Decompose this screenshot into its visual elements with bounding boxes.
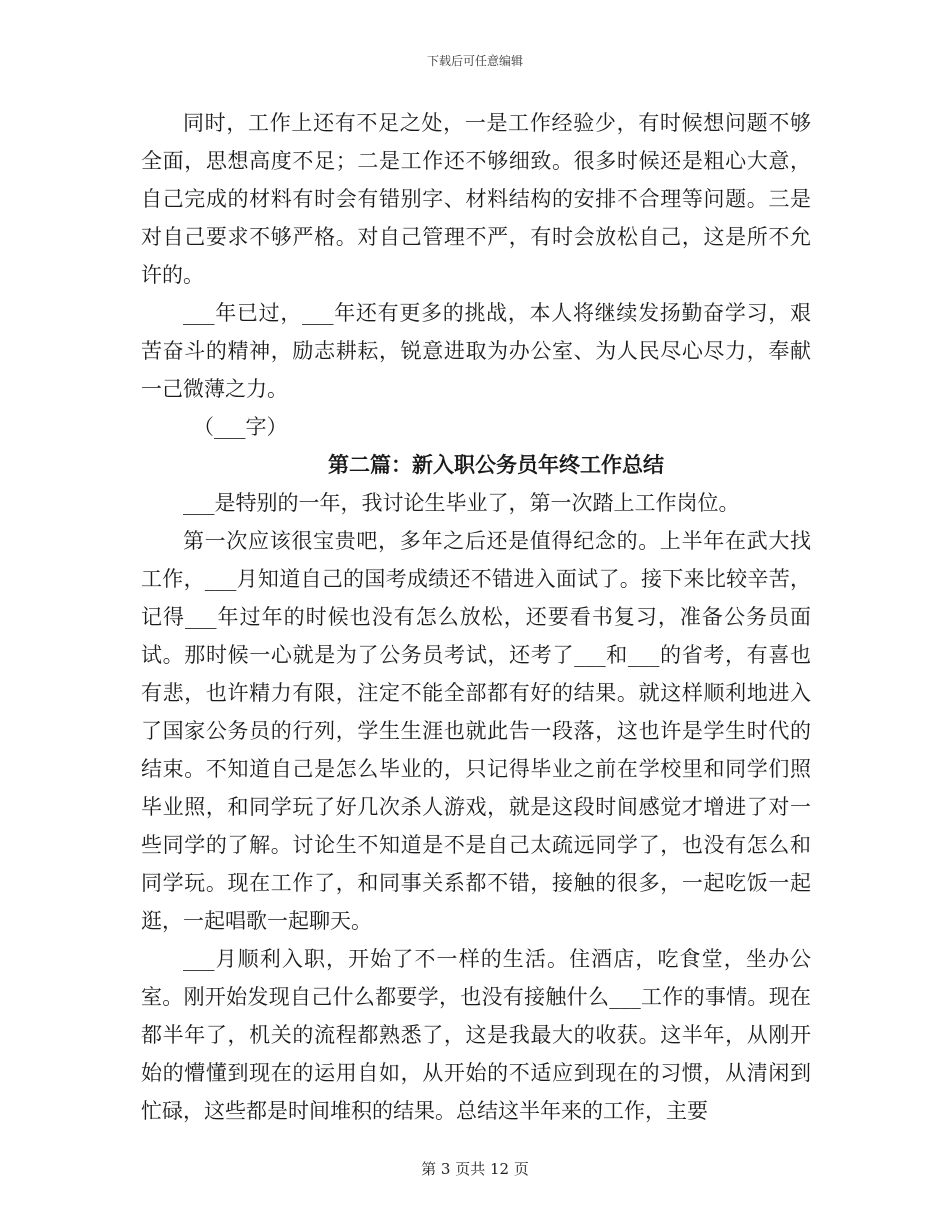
document-body xyxy=(141,104,811,1130)
section-title: 第二篇：新入职公务员年终工作总结 xyxy=(328,452,664,477)
paragraph: ___是特别的一年，我讨论生毕业了，第一次踏上工作岗位。 xyxy=(183,491,740,515)
word-count-note: （___字） xyxy=(193,415,288,439)
page-header: 下载后可任意编辑 xyxy=(426,54,523,68)
paragraph: ___年已过，___年还有更多的挑战，本人将继续发扬勤奋学习，艰苦奋斗的精神，励志耕耘，锐意进取为办公室、为人民尽心尽力，奉献一己微薄之力。 xyxy=(141,301,811,401)
paragraph: 第一次应该很宝贵吧，多年之后还是值得纪念的。上半年在武大找工作，___月知道自己的国考成绩还不错进入面试了。接下来比较辛苦，记得___年过年的时候也没有怎么放松，还要看书复习，准备公务员面试。那时候一心就是为了公务员考试，还考了___和___的省考，有喜也有悲，也许精力有限，注定不能全部都有好的结果。就这样顺利地进入了国家公务员的行列，学生生涯也就此告一段落，这也许是学生时代的结束。不知道自己是怎么毕业的，只记得毕业之前在学校里和同学们照毕业照，和同学玩了好几次杀人游戏，就是这段时间感觉才增进了对一些同学的了解。讨论生不知道是不是自己太疏远同学了，也没有怎么和同学玩。现在工作了，和同事关系都不错，接触的很多，一起吃饭一起逛，一起唱歌一起聊天。 xyxy=(141,529,811,933)
page-number-footer: 第 3 页共 12 页 xyxy=(421,1160,529,1178)
paragraph: 同时，工作上还有不足之处，一是工作经验少，有时候想问题不够全面，思想高度不足；二是工作还不够细致。很多时候还是粗心大意，自己完成的材料有时会有错别字、材料结构的安排不合理等问题。三是对自己要求不够严格。对自己管理不严，有时会放松自己，这是所不允许的。 xyxy=(141,111,811,287)
paragraph: ___月顺利入职，开始了不一样的生活。住酒店，吃食堂，坐办公室。刚开始发现自己什么都要学，也没有接触什么___工作的事情。现在都半年了，机关的流程都熟悉了，这是我最大的收获。这半年，从刚开始的懵懂到现在的运用自如，从开始的不适应到现在的习惯，从清闲到忙碌，这些都是时间堆积的结果。总结这半年来的工作，主要 xyxy=(141,947,811,1123)
